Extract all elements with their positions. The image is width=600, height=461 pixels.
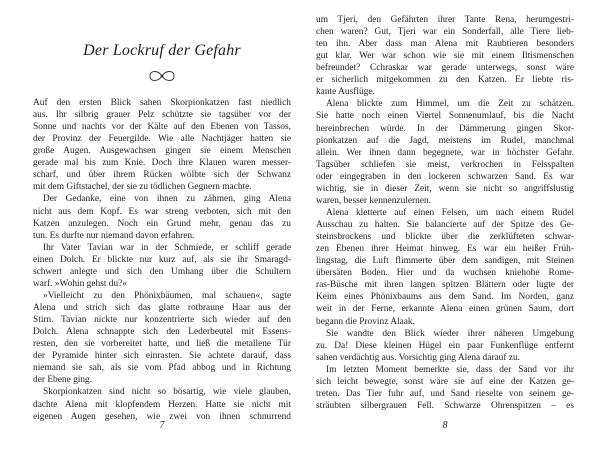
text-line: befreundet? Cchraskar war gerade unterwegs, sonst wäre [316, 63, 574, 74]
text-line: oder eingegraben in den lockeren schwarzen Sand. Es war [316, 171, 574, 182]
text-line: steinsbrockens und blickte über die zerklüfteten schwar- [316, 232, 574, 243]
text-line: der Ebene ging. [33, 375, 93, 386]
text-line: Sie hatte noch einen Viertel Sonnenumlauf, bis die Nacht [316, 111, 574, 122]
text-line: übersäten Boden. Hier und da wuchsen kniehohe Rome- [316, 268, 574, 279]
text-line: hereinbrechen würde. In der Dämmerung gingen Skor- [316, 123, 574, 134]
text-line: schwert anlegte und sich den Umhang über die Schultern [33, 266, 291, 277]
text-line: Sie wandte den Blick wieder ihrer näheren Umgebung [326, 328, 574, 339]
text-line: er sicherlich mitgekommen zu den Katzen. Er liebte ris- [316, 75, 574, 86]
text-line: Alena kletterte auf einen Felsen, um nach einem Rudel [326, 207, 574, 218]
text-line: große Augen. Ausgewachsen gingen sie einem Menschen [33, 146, 291, 157]
text-line: allein. Wer ihnen dann begegnete, war in höchster Gefahr. [316, 147, 574, 158]
text-line: sahen verdächtig aus. Vorsichtig ging Alena darauf zu. [316, 352, 521, 363]
text-line: Ausschau zu halten. Sie balancierte auf der Spitze des Ge- [316, 220, 574, 231]
text-line: niemand sie sah, als sie vom Pfad abbog und in Richtung [33, 363, 291, 374]
text-line: aus. Ihr silbrig grauer Pelz schützte sie tagsüber vor der [33, 110, 291, 121]
text-line: wichtig, sie in dieser Zeit, wenn sie nicht so angriffslustig [316, 183, 574, 194]
text-line: ten ihn. Aber dass man Alena mit Raubtieren besonders [316, 39, 574, 50]
text-line: ras-Büsche mit ihren langen spitzen Blättern oder lugte der [316, 280, 574, 291]
page-number: 8 [442, 420, 448, 431]
text-line: der Pyramide hinter sich einrasten. Sie achtete darauf, dass [33, 351, 291, 362]
text-line: kante Ausflüge. [316, 87, 375, 98]
text-line: dachte Alena mit klopfendem Herzen. Hatte sie nicht mit [33, 399, 291, 410]
text-line: Auf den ersten Blick sahen Skorpionkatzen fast niedlich [33, 98, 291, 108]
text-line: Im letzten Moment bemerkte sie, dass der Sand vor ihr [326, 364, 574, 375]
text-line: sich leicht bewegte, sonst wäre sie auf eine der Katzen ge- [316, 376, 574, 387]
flourish-ornament-icon [147, 67, 177, 85]
text-line: Ihr Vater Tavian war in der Schmiede, er schliff gerade [43, 242, 291, 253]
text-line: lingstag, die Luft flimmerte über dem sandigen, mit Steinen [316, 256, 574, 267]
text-line: tun. Es durfte nur niemand davon erfahren. [33, 230, 195, 241]
text-line: waren, besser kennenzulernen. [316, 195, 432, 206]
text-line: Der Gedanke, eine von ihnen zu zähmen, ging Alena [43, 194, 291, 205]
text-line: Dolch. Alena schnappte sich den Lederbeutel mit Essens- [33, 327, 291, 338]
text-line: zu. Da! Diese kleinen Hügel ein paar Funkenflüge entfernt [316, 340, 574, 351]
page-number: 7 [159, 420, 165, 431]
text-line: mit dem Giftstachel, der sie zu tödlichen Gegnern machte. [33, 182, 252, 193]
text-line: Stirn. Tavian nickte nur konzentrierte sich wieder auf den [33, 315, 291, 326]
text-line: resten, den sie vorbereitet hatte, und ließ die metallene Tür [33, 339, 291, 350]
text-line: warf. »Wohin gehst du?« [33, 278, 128, 289]
left-page [33, 0, 291, 461]
text-line: scharf, und über ihrem Rücken wölbte sich der Schwanz [33, 170, 291, 181]
chapter-title: Der Lockruf der Gefahr [83, 42, 241, 59]
text-line: Alena und strich sich das glatte rotbraune Haar aus der [33, 303, 291, 314]
text-line: gut klar. Wer war schon wie sie mit einem Iltismenschen [316, 51, 574, 62]
text-line: chen waren? Gut, Tjeri war ein Sonderfall, alle Tiere lieb- [316, 27, 574, 38]
text-line: eigenen Augen gesehen, wie zwei von ihnen schnurrend [33, 411, 291, 422]
text-line: Sonne und nachts vor der Kälte auf den Ebenen von Tassos, [33, 122, 291, 133]
text-line: begann die Provinz Alaak. [316, 316, 415, 327]
text-line: Skorpionkatzen sind nicht so bösartig, wie viele glauben, [43, 387, 291, 398]
text-line: einen Dolch. Er blickte nur kurz auf, als sie ihr Smaragd- [33, 254, 291, 265]
text-line: der Provinz der Feuergilde. Wie alle Nachtjäger hatten sie [33, 134, 291, 145]
text-line: pionkatzen auf die Jagd, meistens im Rudel, manchmal [316, 135, 574, 146]
text-line: Tagsüber schliefen sie meist, verkrochen in Felsspalten [316, 159, 574, 170]
text-line: Keim eines Phönixbaums aus dem Sand. Im Norden, ganz [316, 292, 574, 303]
text-line: sträubten silbergrauen Fell. Schwarze Ohrenspitzen – es [316, 400, 574, 411]
text-line: zen Ebenen ihrer Heimat hinweg. Es war ein heißer Früh- [316, 244, 574, 255]
text-line: Katzen anzulegen. Noch ein Grund mehr, genau das zu [33, 218, 291, 229]
text-line: Alena blickte zum Himmel, um die Zeit zu schätzen. [326, 99, 574, 110]
text-line: um Tjeri, den Gefährten ihrer Tante Rena, herumgestri- [316, 15, 574, 25]
text-line: »Vielleicht zu den Phönixbäumen, mal schauen«, sagte [43, 290, 291, 301]
text-line: gerade mal bis zum Knie. Doch ihre Klauen waren messer- [33, 158, 291, 169]
text-line: weit in der Ferne, erkannte Alena einen grünen Saum, dort [316, 304, 574, 315]
text-line: treten. Das Tier fuhr auf, und Sand rieselte von seinem ge- [316, 388, 574, 399]
right-page [316, 0, 574, 461]
text-line: nicht aus dem Kopf. Es war streng verboten, sich mit den [33, 206, 291, 217]
